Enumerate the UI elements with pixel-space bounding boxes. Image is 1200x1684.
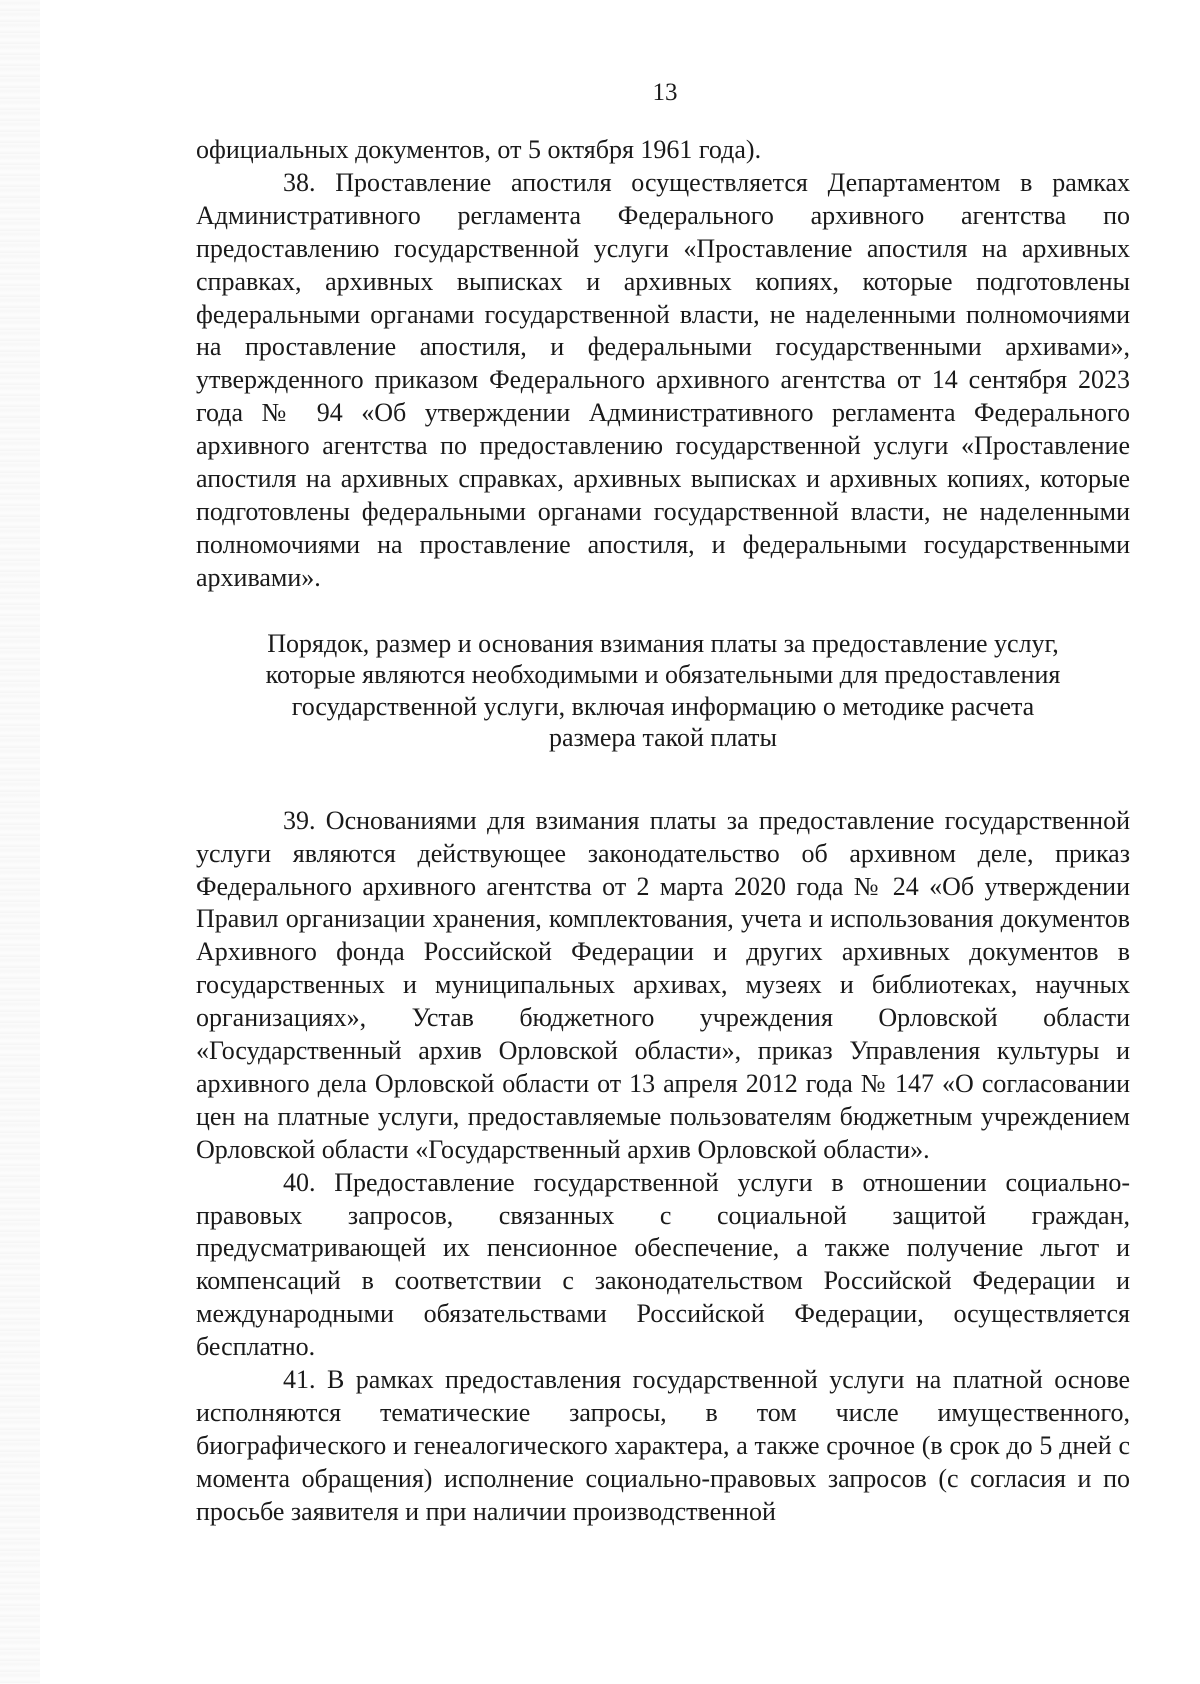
- paragraph-38: 38. Проставление апостиля осуществляется Департаментом в рамках Административного регламента Федерального архивного агентства по предоставлению государственной услуги «Проставление апостиля на архивных справках, архивных выписках и архивных копиях, которые подготовлены федеральными органами государственной власти, не наделенными полномочиями на проставление апостиля, и федеральными государственными архивами», утвержденного приказом Федерального архивного агентства от 14 сентября 2023 года № 94 «Об утверждении Административного регламента Федерального архивного агентства по предоставлению государственной услуги «Проставление апостиля на архивных справках, архивных выписках и архивных копиях, которые подготовлены федеральными органами государственной власти, не наделенными полномочиями на проставление апостиля, и федеральными государственными архивами».: [196, 167, 1130, 592]
- paragraph-40: 40. Предоставление государственной услуги в отношении социально-правовых запросов, связанных с социальной защитой граждан, предусматривающей их пенсионное обеспечение, а также получение льгот и компенсаций в соответствии с законодательством Российской Федерации и международными обязательствами Российской Федерации, осуществляется бесплатно.: [196, 1167, 1130, 1362]
- section-heading: Порядок, размер и основания взимания платы за предоставление услуг, которые являются необходимыми и обязательными для предоставления государственной услуги, включая информацию о методике расчета размера такой платы: [265, 628, 1061, 753]
- scan-edge-noise: [0, 0, 40, 1684]
- paragraph-continuation: официальных документов, от 5 октября 1961 года).: [196, 135, 762, 164]
- page-number: 13: [652, 79, 678, 106]
- document-body: [196, 134, 1130, 1529]
- paragraph-39: 39. Основаниями для взимания платы за предоставление государственной услуги являются действующее законодательство об архивном деле, приказ Федерального архивного агентства от 2 марта 2020 года № 24 «Об утверждении Правил организации хранения, комплектования, учета и использования документов Архивного фонда Российской Федерации и других архивных документов в государственных и муниципальных архивах, музеях и библиотеках, научных организациях», Устав бюджетного учреждения Орловской области «Государственный архив Орловской области», приказ Управления культуры и архивного дела Орловской области от 13 апреля 2012 года № 147 «О согласовании цен на платные услуги, предоставляемые пользователям бюджетным учреждением Орловской области «Государственный архив Орловской области».: [196, 805, 1130, 1164]
- paragraph-41: 41. В рамках предоставления государственной услуги на платной основе исполняются тематические запросы, в том числе имущественного, биографического и генеалогического характера, а также срочное (в срок до 5 дней с момента обращения) исполнение социально-правовых запросов (с согласия и по просьбе заявителя и при наличии производственной: [196, 1365, 1130, 1526]
